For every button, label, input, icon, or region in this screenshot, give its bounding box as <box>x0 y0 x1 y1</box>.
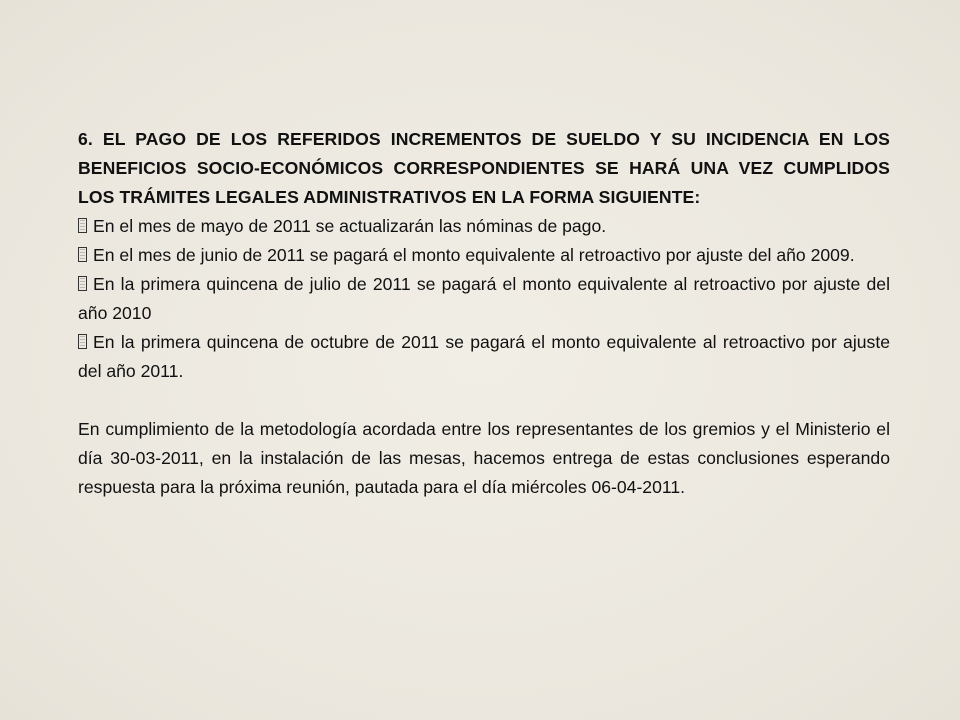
list-item <box>78 241 890 270</box>
list-item <box>78 212 890 241</box>
list-item-text: En la primera quincena de julio de 2011 se pagará el monto equivalente al retroactivo por ajuste del año 2010 <box>78 274 890 323</box>
missing-glyph-box-icon <box>78 218 87 233</box>
payment-schedule-list <box>78 212 890 386</box>
list-item <box>78 328 890 386</box>
slide-body <box>78 125 890 502</box>
list-item-text: En el mes de mayo de 2011 se actualizarán las nóminas de pago. <box>93 216 607 236</box>
closing-paragraph: En cumplimiento de la metodología acordada entre los representantes de los gremios y el Ministerio el día 30-03-2011, en la instalación de las mesas, hacemos entrega de estas conclusiones esperando respuesta para la próxima reunión, pautada para el día miércoles 06-04-2011. <box>78 419 890 497</box>
missing-glyph-box-icon <box>78 247 87 262</box>
paragraph-spacer <box>78 386 890 415</box>
missing-glyph-box-icon <box>78 276 87 291</box>
section-heading: 6. EL PAGO DE LOS REFERIDOS INCREMENTOS DE SUELDO Y SU INCIDENCIA EN LOS BENEFICIOS SOCIO-ECONÓMICOS CORRESPONDIENTES SE HARÁ UNA VEZ CUMPLIDOS LOS TRÁMITES LEGALES ADMINISTRATIVOS EN LA FORMA SIGUIENTE: <box>78 129 890 207</box>
list-item-text: En la primera quincena de octubre de 2011 se pagará el monto equivalente al retroactivo por ajuste del año 2011. <box>78 332 890 381</box>
missing-glyph-box-icon <box>78 334 87 349</box>
list-item-text: En el mes de junio de 2011 se pagará el monto equivalente al retroactivo por ajuste del año 2009. <box>93 245 855 265</box>
list-item <box>78 270 890 328</box>
